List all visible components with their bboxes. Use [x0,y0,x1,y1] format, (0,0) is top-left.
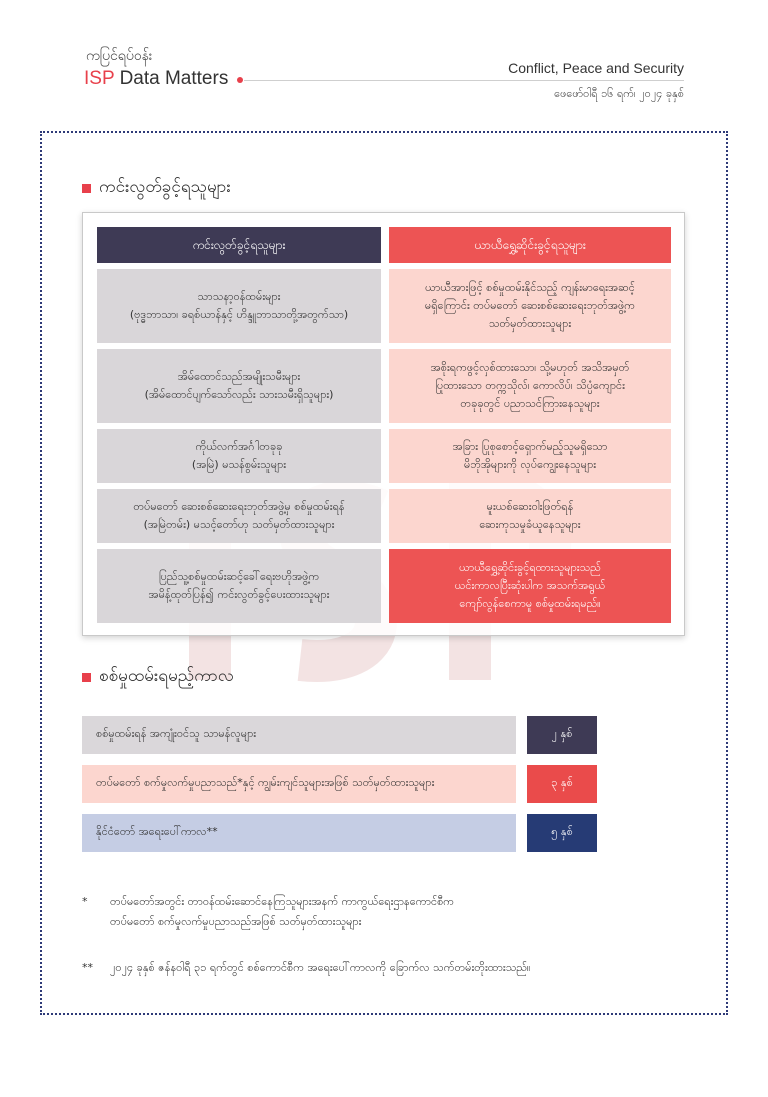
service-duration-badge: ၂ နှစ် [527,716,597,754]
red-square-icon [82,184,91,193]
table-cell-deferred: အခြား ပြုစုစောင့်ရှောက်မည့်သူမရှိသော မိဘိုအိုများကို လုပ်ကျွေးနေသူများ [389,429,671,483]
table-cell-deferred: မူးယစ်ဆေးဝါးဖြတ်ရန် ဆေးကုသမှုခံယူနေသူများ [389,489,671,543]
header-title: Conflict, Peace and Security [508,60,684,76]
service-bar-label: နိုင်ငံတော် အရေးပေါ်ကာလ** [96,825,218,838]
footnote-mark: ** [82,961,93,974]
service-bar-label: စစ်မှုထမ်းရန် အကျုံးဝင်သူ သာမန်လူများ [96,727,257,740]
red-square-icon [82,673,91,682]
table-header-exempt: ကင်းလွတ်ခွင့်ရသူများ [97,227,381,263]
service-duration-badge: ၃ နှစ် [527,765,597,803]
footnote [82,892,692,936]
header-divider [244,80,684,81]
section-title: စစ်မှုထမ်းရမည့်ကာလ [99,666,234,686]
table-cell-exempt: အိမ်ထောင်သည်အမျိုးသမီးများ (အိမ်ထောင်ပျက်သော်လည်း သားသမီးရှိသူများ) [97,349,381,423]
table-cell-exempt: ပြည်သူ့စစ်မှုထမ်းဆင့်ခေါ်ရေးဗဟိုအဖွဲ့က အမိန့်ထုတ်ပြန်၍ ကင်းလွတ်ခွင့်ပေးထားသူများ [97,549,381,623]
table-cell-deferred: အစိုးရကဖွင့်လှစ်ထားသော၊ သို့မဟုတ် အသိအမှတ် ပြုထားသော တက္ကသိုလ်၊ ကောလိပ်၊ သိပ္ပံကျောင်း တခုခုတွင် ပညာသင်ကြားနေသူများ [389,349,671,423]
brand-dot-icon [237,77,243,83]
page-header [0,0,768,120]
section-heading-exemptions [82,176,231,201]
brand-data-matters: Data Matters [119,68,229,89]
table-header-deferred: ယာယီရွှေ့ဆိုင်းခွင့်ရသူများ [389,227,671,263]
service-bar [82,716,516,754]
service-bar [82,814,516,852]
footnote-text: တပ်မတော်အတွင်း တာဝန်ထမ်းဆောင်နေကြသူများအနက် ကာကွယ်ရေးဌာနကောင်စီက တပ်မတော် စက်မှုလက်မှုပညာသည်အဖြစ် သတ်မှတ်ထားသူများ [110,895,455,928]
section-title: ကင်းလွတ်ခွင့်ရသူများ [99,177,231,197]
footnote [82,958,692,980]
brand-myanmar-label: ကပြင်ရပ်ဝန်း [86,48,153,64]
header-date: ဖေဖော်ဝါရီ ၁၆ ရက်၊ ၂၀၂၄ ခုနှစ် [554,87,684,100]
footnote-mark: * [82,895,88,908]
table-cell-exempt: သာသနာ့ဝန်ထမ်းများ (ဗုဒ္ဓဘာသာ၊ ခရစ်ယာန်နှင့် ဟိန္ဒူဘာသာတို့အတွက်သာ) [97,269,381,343]
footnote-text: ၂၀၂၄ ခုနှစ် ဇန်နဝါရီ ၃၁ ရက်တွင် စစ်ကောင်စီက အရေးပေါ်ကာလကို ခြောက်လ သက်တမ်းတိုးထားသည်။ [110,961,531,974]
service-bar-label: တပ်မတော် စက်မှုလက်မှုပညာသည်*နှင့် ကျွမ်းကျင်သူများအဖြစ် သတ်မှတ်ထားသူများ [96,776,435,789]
section-heading-service-period [82,665,234,690]
service-duration-badge: ၅ နှစ် [527,814,597,852]
table-cell-deferred: ယာယီအားဖြင့် စစ်မှုထမ်းနိုင်သည့် ကျန်းမာရေးအဆင့် မရှိကြောင်း တပ်မတော် ဆေးစစ်ဆေးရေးဘုတ်အဖွဲ့က သတ်မှတ်ထားသူများ [389,269,671,343]
table-cell-exempt: တပ်မတော် ဆေးစစ်ဆေးရေးဘုတ်အဖွဲ့မှ စစ်မှုထမ်းရန် (အမြဲတမ်း) မသင့်တော်ဟု သတ်မှတ်ထားသူများ [97,489,381,543]
service-bar [82,765,516,803]
table-cell-deferred-highlight: ယာယီရွှေ့ဆိုင်းခွင့်ရထားသူများသည် ယင်းကာလပြီးဆုံးပါက အသက်အရွယ် ကျော်လွန်စေကာမူ စစ်မှုထမ်းရမည်။ [389,549,671,623]
brand-isp: ISP [84,68,115,89]
brand-logo [84,68,228,90]
table-cell-exempt: ကိုယ်လက်အင်္ဂါတခုခု (အမြဲ) မသန်စွမ်းသူများ [97,429,381,483]
exemption-table [82,212,685,636]
